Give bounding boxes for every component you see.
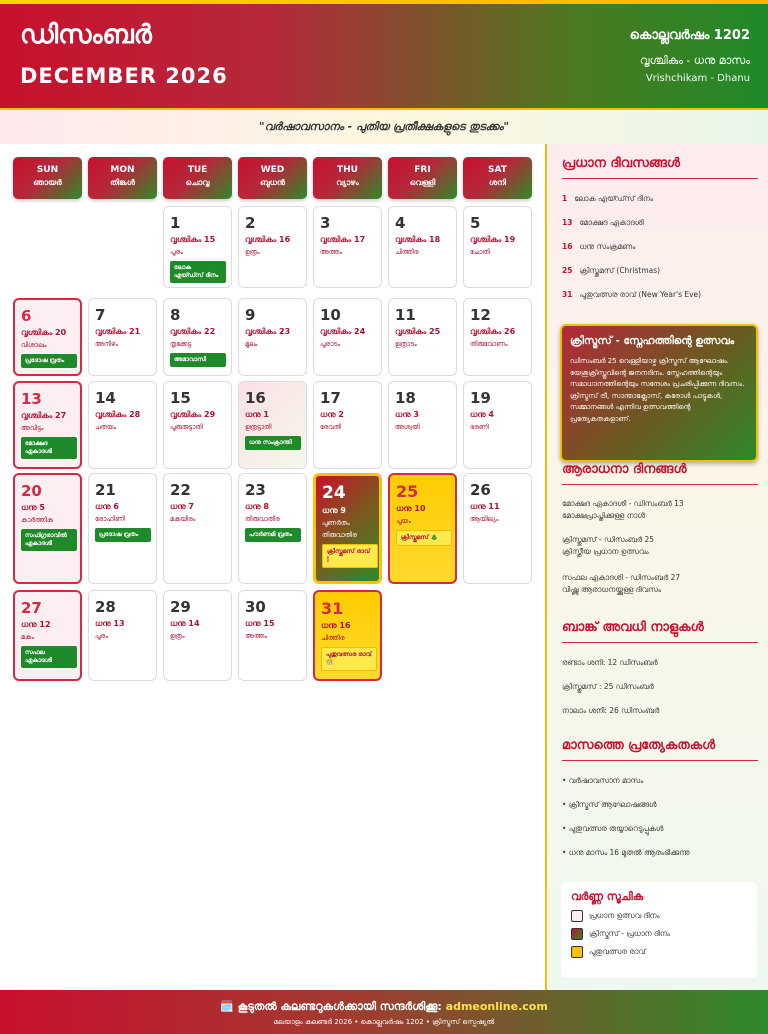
- worship-line: സഫല ഏകാദശി - ഡിസംബർ 27: [562, 573, 681, 582]
- kollavarsham-label: കൊല്ലവർഷം 1202: [629, 28, 750, 43]
- malayalam-month-label: വൃശ്ചികം - ധനു മാസം: [639, 54, 750, 67]
- nakshatra: ചിത്തിര: [395, 248, 419, 256]
- day-number: 6: [21, 307, 32, 325]
- day-cell-12[interactable]: [463, 298, 532, 376]
- event-tag: പുതുവത്സര രാവ് 🎊: [321, 647, 377, 671]
- malayalam-date: ധനു 16: [321, 621, 351, 630]
- festival-item: [562, 218, 644, 228]
- legend-label: പുതുവത്സര രാവ്: [589, 947, 646, 956]
- day-cell-4[interactable]: [388, 206, 457, 288]
- footer-visit-text: 🗓️ കൂടുതൽ കലണ്ടറുകൾക്കായി സന്ദർശിക്കൂ:: [220, 1000, 446, 1013]
- nakshatra: പൂയം: [396, 517, 411, 525]
- month-title-en: DECEMBER 2026: [20, 64, 228, 88]
- day-number: 12: [470, 306, 491, 324]
- day-cell-6[interactable]: [13, 298, 82, 376]
- divider: [562, 484, 758, 485]
- festival-name: മോക്ഷദ ഏകാദശി: [579, 218, 644, 227]
- month-title-ml: ഡിസംബർ: [20, 20, 152, 50]
- event-tag: മോക്ഷദ ഏകാദശി: [21, 437, 77, 459]
- malayalam-date: ധനു 7: [170, 502, 194, 511]
- day-cell-24[interactable]: [313, 473, 382, 584]
- day-number: 4: [395, 214, 406, 232]
- nakshatra: ഉത്രം: [170, 632, 185, 640]
- divider: [562, 642, 758, 643]
- christmas-title: ക്രിസ്മസ് - സ്നേഹത്തിന്റെ ഉത്സവം: [570, 335, 735, 347]
- malayalam-date: വൃശ്ചികം 20: [21, 328, 67, 337]
- nakshatra: ചോതി: [470, 248, 490, 256]
- day-number: 17: [320, 389, 341, 407]
- event-tag: ധനു സംക്രാന്തി: [245, 436, 301, 450]
- day-cell-27[interactable]: [13, 590, 82, 681]
- malayalam-date: വൃശ്ചികം 17: [320, 235, 366, 244]
- malayalam-date: ധനു 2: [320, 410, 344, 419]
- footer: [0, 990, 768, 1034]
- day-cell-14[interactable]: [88, 381, 157, 469]
- bank-holiday-item: ക്രിസ്തുമസ് : 25 ഡിസംബർ: [562, 682, 654, 691]
- day-number: 1: [170, 214, 181, 232]
- legend-swatch: [571, 928, 583, 940]
- event-tag: ക്രിസ്തുമസ് 🎄: [396, 530, 452, 546]
- legend-swatch: [571, 946, 583, 958]
- day-number: 27: [21, 599, 42, 617]
- worship-line: മോക്ഷദ ഏകാദശി - ഡിസംബർ 13: [562, 499, 684, 508]
- festival-day: 25: [562, 266, 573, 275]
- day-cell-28[interactable]: [88, 590, 157, 681]
- event-tag: അമാവാസി: [170, 353, 226, 367]
- malayalam-date: ധനു 9: [322, 506, 346, 515]
- nakshatra: തിരുവോണം: [470, 340, 508, 348]
- malayalam-date: ധനു 14: [170, 619, 200, 628]
- nakshatra: പൂരം: [170, 248, 183, 256]
- nakshatra: പൂരം: [95, 632, 108, 640]
- nakshatra: ഉത്രട്ടാതി: [245, 423, 272, 431]
- day-number: 14: [95, 389, 116, 407]
- day-cell-30[interactable]: [238, 590, 307, 681]
- festival-item: [562, 242, 635, 252]
- weekday-ml: ചൊവ്വ: [185, 178, 210, 187]
- weekday-header-wed: [238, 157, 307, 199]
- weekday-en: SAT: [488, 165, 507, 175]
- legend-label: ക്രിസ്മസ് - പ്രധാന ദിനം: [589, 929, 671, 938]
- day-number: 9: [245, 306, 256, 324]
- malayalam-date: ധനു 4: [470, 410, 494, 419]
- festival-day: 1: [562, 194, 568, 203]
- weekday-en: WED: [260, 165, 285, 175]
- malayalam-date: വൃശ്ചികം 23: [245, 327, 291, 336]
- weekday-ml: വെള്ളി: [409, 178, 436, 187]
- malayalam-month-en: Vrishchikam - Dhanu: [645, 73, 750, 84]
- nakshatra: പൂരുരുട്ടാതി: [170, 423, 203, 431]
- malayalam-date: വൃശ്ചികം 15: [170, 235, 216, 244]
- malayalam-date: ധനു 1: [245, 410, 269, 419]
- nakshatra: ഉത്രാടം: [395, 340, 417, 348]
- nakshatra: കാർത്തിക: [21, 516, 54, 524]
- malayalam-date: വൃശ്ചികം 16: [245, 235, 291, 244]
- festival-day: 31: [562, 290, 573, 299]
- header-accent-line: [0, 0, 768, 4]
- weekday-ml: തിങ്കൾ: [110, 178, 135, 187]
- day-cell-1[interactable]: [163, 206, 232, 288]
- malayalam-date: ധനു 8: [245, 502, 269, 511]
- worship-item: [562, 498, 758, 522]
- malayalam-date: ധനു 3: [395, 410, 419, 419]
- nakshatra: അനിഴം: [95, 340, 118, 348]
- festival-item: [562, 266, 660, 276]
- worship-title: ആരാധനാ ദിനങ്ങൾ: [562, 462, 687, 477]
- festival-item: [562, 194, 653, 204]
- day-cell-16[interactable]: [238, 381, 307, 469]
- special-item: • ക്രിസ്മസ് ആഘോഷങ്ങൾ: [562, 800, 657, 809]
- day-number: 30: [245, 598, 266, 616]
- special-item: • വർഷാവസാന മാസം: [562, 776, 644, 785]
- weekday-ml: ഞായർ: [33, 178, 62, 187]
- weekday-ml: വ്യാഴം: [336, 178, 359, 187]
- sidebar: [545, 144, 768, 990]
- footer-subline: മലയാളം കലണ്ടർ 2026 • കൊല്ലവർഷം 1202 • ക്രിസ്മസ് സ്പെഷ്യൽ: [273, 1018, 495, 1026]
- worship-line: മോക്ഷപ്രാപ്തിക്കുള്ള നാൾ: [562, 511, 646, 520]
- weekday-en: THU: [337, 165, 358, 175]
- weekday-ml: ബുധൻ: [260, 178, 285, 187]
- nakshatra-extra: തിരുവാതിര: [322, 531, 357, 539]
- bank-holidays-title: ബാങ്ക് അവധി നാളുകൾ: [562, 620, 704, 635]
- weekday-en: SUN: [36, 165, 59, 175]
- nakshatra: അത്തം: [245, 632, 267, 640]
- day-number: 31: [321, 599, 344, 618]
- festival-name: പുതുവത്സര രാവ് (New Year's Eve): [579, 290, 702, 299]
- tagline: "വർഷാവസാനം - പുതിയ പ്രതീക്ഷകളുടെ തുടക്കം": [0, 108, 768, 144]
- special-item: • പുതുവത്സര തയ്യാറെടുപ്പുകൾ: [562, 824, 664, 833]
- header: [0, 0, 768, 108]
- color-legend: [561, 882, 757, 978]
- malayalam-date: വൃശ്ചികം 21: [95, 327, 141, 336]
- legend-item: [571, 928, 747, 940]
- nakshatra: പൂരാടം: [320, 340, 341, 348]
- festival-name: ലോക എയ്ഡ്സ് ദിനം: [574, 194, 654, 203]
- day-cell-9[interactable]: [238, 298, 307, 376]
- event-tag: ക്രിസ്തുമസ് രാവ് 🕯: [322, 544, 378, 568]
- event-tag: പ്രദോഷ വ്രതം: [95, 528, 151, 542]
- nakshatra: മകയിരം: [170, 515, 196, 523]
- specials-title: മാസത്തെ പ്രത്യേകതകൾ: [562, 738, 716, 753]
- malayalam-date: വൃശ്ചികം 19: [470, 235, 516, 244]
- day-cell-2[interactable]: [238, 206, 307, 288]
- day-cell-19[interactable]: [463, 381, 532, 469]
- day-number: 25: [396, 482, 419, 501]
- weekday-header-fri: [388, 157, 457, 199]
- day-cell-8[interactable]: [163, 298, 232, 376]
- day-number: 3: [320, 214, 331, 232]
- day-cell-21[interactable]: [88, 473, 157, 584]
- festival-name: ധനു സംക്രമണം: [579, 242, 636, 251]
- event-tag: ലോക എയ്ഡ്സ് ദിനം: [170, 261, 226, 283]
- malayalam-date: വൃശ്ചികം 28: [95, 410, 141, 419]
- bank-holiday-item: രണ്ടാം ശനി: 12 ഡിസംബർ: [562, 658, 658, 667]
- day-cell-3[interactable]: [313, 206, 382, 288]
- weekday-en: FRI: [414, 165, 431, 175]
- weekday-header-thu: [313, 157, 382, 199]
- weekday-header-sun: [13, 157, 82, 199]
- day-cell-5[interactable]: [463, 206, 532, 288]
- footer-visit-line: [0, 1000, 768, 1014]
- nakshatra: മൂലം: [245, 340, 258, 348]
- nakshatra: മകം: [21, 633, 35, 641]
- day-number: 19: [470, 389, 491, 407]
- nakshatra: ചിത്തിര: [321, 634, 345, 642]
- nakshatra: തൃക്കേട്ട: [170, 340, 192, 348]
- day-cell-23[interactable]: [238, 473, 307, 584]
- worship-line: ക്രിസ്തുമസ് - ഡിസംബർ 25: [562, 535, 655, 544]
- day-number: 21: [95, 481, 116, 499]
- day-number: 2: [245, 214, 256, 232]
- day-cell-11[interactable]: [388, 298, 457, 376]
- malayalam-date: ധനു 15: [245, 619, 275, 628]
- legend-label: പ്രധാന ഉത്സവ ദിനം: [589, 911, 660, 920]
- day-cell-7[interactable]: [88, 298, 157, 376]
- day-cell-25[interactable]: [388, 473, 457, 584]
- worship-item: [562, 534, 758, 558]
- day-number: 24: [322, 483, 346, 503]
- day-number: 15: [170, 389, 191, 407]
- malayalam-date: വൃശ്ചികം 27: [21, 411, 67, 420]
- day-number: 22: [170, 481, 191, 499]
- day-number: 23: [245, 481, 266, 499]
- malayalam-date: ധനു 6: [95, 502, 119, 511]
- day-cell-18[interactable]: [388, 381, 457, 469]
- day-number: 11: [395, 306, 416, 324]
- weekday-header-sat: [463, 157, 532, 199]
- malayalam-date: വൃശ്ചികം 26: [470, 327, 516, 336]
- day-number: 5: [470, 214, 481, 232]
- nakshatra: ചതയം: [95, 423, 117, 431]
- festival-item: [562, 290, 701, 300]
- christmas-card: [560, 324, 758, 462]
- day-cell-29[interactable]: [163, 590, 232, 681]
- day-cell-10[interactable]: [313, 298, 382, 376]
- divider: [562, 760, 758, 761]
- malayalam-date: ധനു 11: [470, 502, 500, 511]
- day-cell-26[interactable]: [463, 473, 532, 584]
- weekday-header-tue: [163, 157, 232, 199]
- nakshatra: വിശാഖം: [21, 341, 47, 349]
- day-cell-17[interactable]: [313, 381, 382, 469]
- legend-title: വർണ്ണ സൂചിക: [571, 890, 644, 903]
- day-number: 26: [470, 481, 491, 499]
- day-cell-22[interactable]: [163, 473, 232, 584]
- malayalam-date: ധനു 10: [396, 504, 426, 513]
- legend-item: [571, 910, 747, 922]
- weekday-en: MON: [110, 165, 135, 175]
- event-tag: പൗർണമി വ്രതം: [245, 528, 301, 542]
- christmas-description: ഡിസംബർ 25 വെള്ളിയാഴ്ച ക്രിസ്മസ് ആഘോഷം. യേശുക്രിസ്തുവിന്റെ ജനനദിനം. സ്നേഹത്തിന്റെയും സമാധാനത്തിന്റെയും സന്ദേശം പ്രചരിപ്പിക്കുന്ന ദിവസം. ക്രിസ്മസ് ട്രീ, സാന്താക്ലോസ്, കരോൾ പാട്ടുകൾ, സമ്മാനങ്ങൾ എന്നിവ ഉത്സവത്തിന്റെ പ്രത്യേകതകളാണ്.: [570, 357, 745, 423]
- weekday-header-mon: [88, 157, 157, 199]
- site-link[interactable]: admeonline.com: [445, 1000, 548, 1013]
- calendar-grid: [0, 144, 545, 990]
- worship-item: [562, 572, 758, 596]
- malayalam-date: വൃശ്ചികം 22: [170, 327, 216, 336]
- nakshatra: രോഹിണി: [95, 515, 125, 523]
- weekday-en: TUE: [187, 165, 208, 175]
- weekday-ml: ശനി: [489, 178, 506, 187]
- malayalam-date: വൃശ്ചികം 18: [395, 235, 441, 244]
- day-number: 16: [245, 389, 266, 407]
- divider: [562, 178, 758, 179]
- festival-day: 16: [562, 242, 573, 251]
- day-number: 8: [170, 306, 181, 324]
- event-tag: പ്രദോഷ വ്രതം: [21, 354, 77, 368]
- nakshatra: അവിട്ടം: [21, 424, 44, 432]
- malayalam-date: വൃശ്ചികം 29: [170, 410, 216, 419]
- nakshatra: ഉത്രം: [245, 248, 260, 256]
- festival-name: ക്രിസ്തുമസ് (Christmas): [579, 266, 661, 275]
- malayalam-date: ധനു 12: [21, 620, 51, 629]
- day-number: 7: [95, 306, 106, 324]
- bank-holiday-item: നാലാം ശനി: 26 ഡിസംബർ: [562, 706, 660, 715]
- day-number: 20: [21, 482, 42, 500]
- malayalam-date: വൃശ്ചികം 25: [395, 327, 441, 336]
- day-cell-20[interactable]: [13, 473, 82, 584]
- event-tag: സഫല ഏകാദശി: [21, 646, 77, 668]
- malayalam-date: ധനു 13: [95, 619, 125, 628]
- nakshatra: രേവതി: [320, 423, 342, 431]
- malayalam-date: ധനു 5: [21, 503, 45, 512]
- worship-line: വിഷ്ണു ആരാധനയ്ക്കുള്ള ദിവസം: [562, 585, 662, 594]
- day-cell-31[interactable]: [313, 590, 382, 681]
- event-tag: സഫ്ഗ്രരാവിൽ ഏകാദശി: [21, 529, 77, 551]
- festival-day: 13: [562, 218, 573, 227]
- festivals-title: പ്രധാന ദിവസങ്ങൾ: [562, 156, 680, 171]
- nakshatra: തിരുവാതിര: [245, 515, 280, 523]
- malayalam-date: വൃശ്ചികം 24: [320, 327, 366, 336]
- nakshatra: ഭരണി: [470, 423, 489, 431]
- day-number: 10: [320, 306, 341, 324]
- day-cell-15[interactable]: [163, 381, 232, 469]
- day-number: 13: [21, 390, 42, 408]
- legend-swatch: [571, 910, 583, 922]
- day-cell-13[interactable]: [13, 381, 82, 469]
- day-number: 29: [170, 598, 191, 616]
- special-item: • ധനു മാസം 16 മുതൽ ആരംഭിക്കുന്നു: [562, 848, 690, 857]
- day-number: 18: [395, 389, 416, 407]
- nakshatra: അശ്വതി: [395, 423, 420, 431]
- legend-item: [571, 946, 747, 958]
- nakshatra: ആയില്യം: [470, 515, 499, 523]
- day-number: 28: [95, 598, 116, 616]
- nakshatra: അത്തം: [320, 248, 342, 256]
- worship-line: ക്രിസ്തീയ പ്രധാന ഉത്സവം: [562, 547, 649, 556]
- nakshatra: പുണർതം: [322, 519, 350, 527]
